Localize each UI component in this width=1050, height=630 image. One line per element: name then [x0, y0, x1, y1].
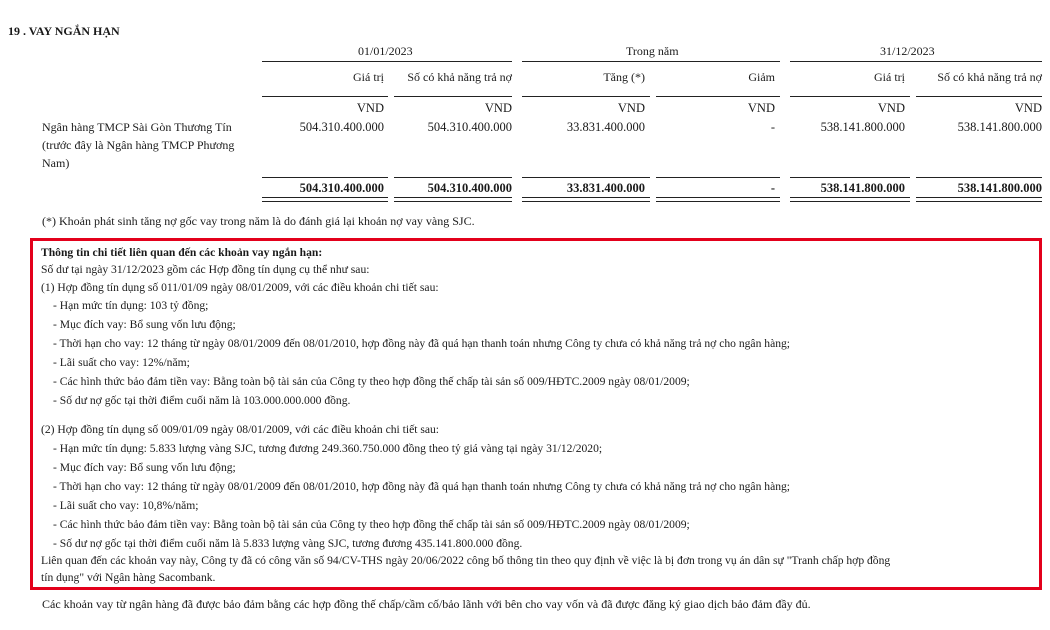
details-line: - Hạn mức tín dụng: 5.833 lượng vàng SJC, tương đương 249.360.750.000 đồng theo tỷ giá vàng tại ngày 31/12/2020; — [53, 442, 603, 455]
period-header-start: 01/01/2023 — [358, 44, 413, 58]
details-line: - Thời hạn cho vay: 12 tháng từ ngày 08/01/2009 đến 08/01/2010, hợp đồng này đã quá hạn thanh toán nhưng Công ty chưa có khả năng trả nợ cho ngân hàng; — [53, 337, 791, 350]
details-line: - Thời hạn cho vay: 12 tháng từ ngày 08/01/2009 đến 08/01/2010, hợp đồng này đã quá hạn thanh toán nhưng Công ty chưa có khả năng trả nợ cho ngân hàng; — [53, 480, 791, 493]
col-header-value-start: Giá trị — [353, 70, 384, 84]
details-line: (1) Hợp đồng tín dụng số 011/01/09 ngày 08/01/2009, với các điều khoản chi tiết sau: — [41, 281, 439, 294]
total-value: 538.141.800.000 — [820, 181, 905, 195]
currency-cell: VND — [1014, 101, 1042, 115]
details-line: - Mục đích vay: Bổ sung vốn lưu động; — [53, 461, 236, 474]
total-value: 504.310.400.000 — [427, 181, 512, 195]
row-value: 538.141.800.000 — [820, 120, 905, 134]
currency-cell: VND — [356, 101, 384, 115]
details-line: - Các hình thức bảo đảm tiền vay: Bằng toàn bộ tài sản của Công ty theo hợp đồng thế chấp tài sản số 009/HĐTC.2009 ngày 08/01/2009; — [53, 375, 690, 388]
details-heading: Thông tin chi tiết liên quan đến các khoản vay ngắn hạn: — [41, 246, 323, 259]
footnote: (*) Khoản phát sinh tăng nợ gốc vay trong năm là do đánh giá lại khoản nợ vay vàng SJC. — [42, 214, 475, 228]
total-value: - — [770, 181, 775, 195]
details-line: - Lãi suất cho vay: 10,8%/năm; — [53, 499, 199, 512]
col-header-payable-start: Số có khả năng trả nợ — [407, 70, 512, 84]
row-value: 504.310.400.000 — [299, 120, 384, 134]
details-line: (2) Hợp đồng tín dụng số 009/01/09 ngày 08/01/2009, với các điều khoản chi tiết sau: — [41, 423, 440, 436]
col-header-value-end: Giá trị — [874, 70, 905, 84]
row-label-line: (trước đây là Ngân hàng TMCP Phương — [42, 138, 235, 152]
closing-note: Các khoản vay từ ngân hàng đã được bảo đảm bằng các hợp đồng thế chấp/cầm cố/bảo lãnh với bên cho vay vốn và đã được đăng ký giao dịch bảo đảm đầy đủ. — [42, 597, 811, 611]
currency-cell: VND — [484, 101, 512, 115]
section-title: 19 . VAY NGẮN HẠN — [8, 24, 120, 38]
details-line: - Mục đích vay: Bổ sung vốn lưu động; — [53, 318, 236, 331]
row-value: 538.141.800.000 — [957, 120, 1042, 134]
loan-details-box — [30, 238, 1042, 590]
col-header-payable-end: Số có khả năng trả nợ — [937, 70, 1042, 84]
currency-cell: VND — [617, 101, 645, 115]
row-value: 504.310.400.000 — [427, 120, 512, 134]
total-value: 538.141.800.000 — [957, 181, 1042, 195]
details-line: Liên quan đến các khoản vay này, Công ty đã có công văn số 94/CV-THS ngày 20/06/2022 công bố thông tin theo quy định về việc là bị đơn trong vụ án dân sự "Tranh chấp hợp đồng — [41, 554, 891, 567]
total-value: 504.310.400.000 — [299, 181, 384, 195]
details-line: - Số dư nợ gốc tại thời điểm cuối năm là 5.833 lượng vàng SJC, tương đương 435.141.800.000 đồng. — [53, 537, 523, 550]
details-line: - Các hình thức bảo đảm tiền vay: Bằng toàn bộ tài sản của Công ty theo hợp đồng thế chấp tài sản số 009/HĐTC.2009 ngày 08/01/2009; — [53, 518, 690, 531]
details-line: - Lãi suất cho vay: 12%/năm; — [53, 356, 190, 369]
row-label-line: Nam) — [42, 156, 70, 170]
col-header-increase: Tăng (*) — [603, 70, 645, 84]
total-value: 33.831.400.000 — [566, 181, 645, 195]
period-header-year: Trong năm — [626, 44, 679, 58]
currency-cell: VND — [877, 101, 905, 115]
currency-cell: VND — [747, 101, 775, 115]
details-line: - Số dư nợ gốc tại thời điểm cuối năm là 103.000.000.000 đồng. — [53, 394, 351, 407]
details-line: tín dụng" với Ngân hàng Sacombank. — [41, 571, 216, 584]
col-header-decrease: Giảm — [748, 70, 775, 84]
row-value: 33.831.400.000 — [566, 120, 645, 134]
row-label-line: Ngân hàng TMCP Sài Gòn Thương Tín — [42, 120, 232, 134]
details-line: Số dư tại ngày 31/12/2023 gồm các Hợp đồng tín dụng cụ thể như sau: — [41, 263, 370, 276]
row-value: - — [770, 120, 775, 134]
period-header-end: 31/12/2023 — [880, 44, 935, 58]
details-line: - Hạn mức tín dụng: 103 tỷ đồng; — [53, 299, 209, 312]
